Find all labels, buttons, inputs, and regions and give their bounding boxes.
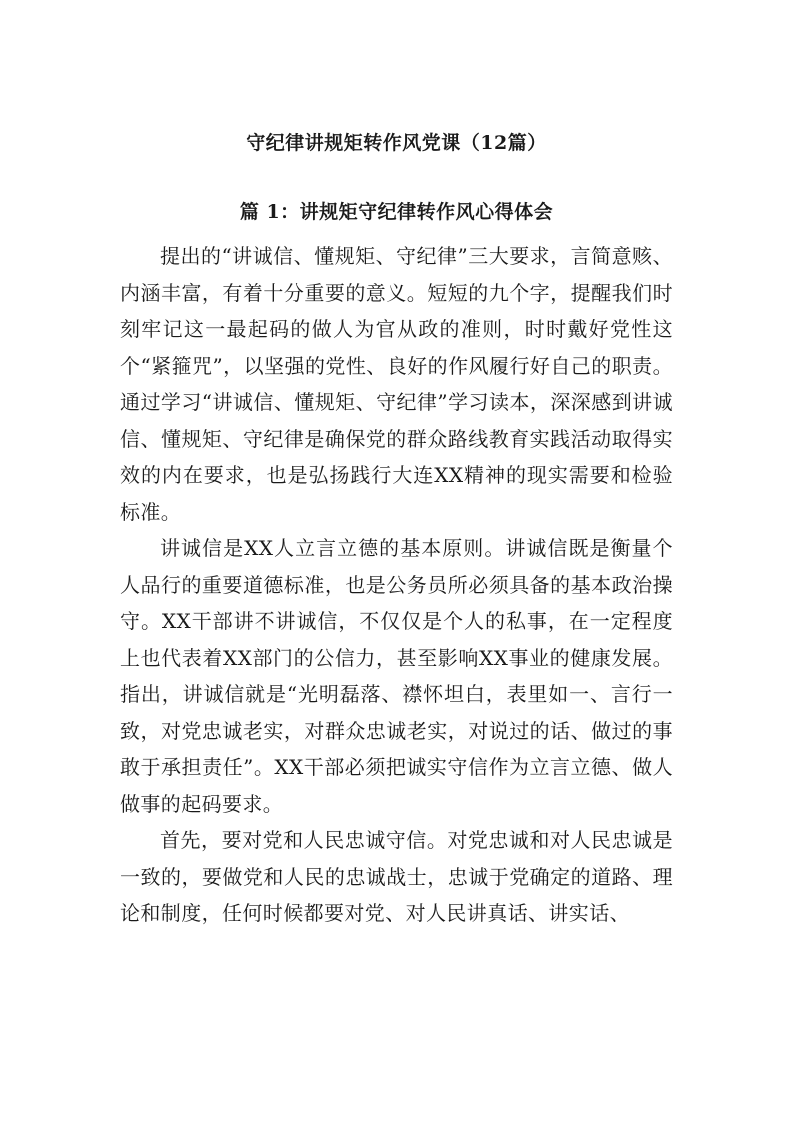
paragraph-1: 提出的“讲诚信、懂规矩、守纪律”三大要求，言简意赅、内涵丰富，有着十分重要的意义。短短的九个字，提醒我们时刻牢记这一最起码的做人为官从政的准则，时时戴好党性这个“紧箍咒”，以坚强的党性、良好的作风履行好自己的职责。通过学习“讲诚信、懂规矩、守纪律”学习读本，深深感到讲诚信、懂规矩、守纪律是确保党的群众路线教育实践活动取得实效的内在要求，也是弘扬践行大连XX精神的现实需要和检验标准。 xyxy=(120,244,673,524)
document-body xyxy=(120,238,673,932)
section-heading: 篇 1：讲规矩守纪律转作风心得体会 xyxy=(239,201,554,223)
document-title: 守纪律讲规矩转作风党课（12篇） xyxy=(246,132,547,154)
paragraph-2: 讲诚信是XX人立言立德的基本原则。讲诚信既是衡量个人品行的重要道德标准，也是公务员所必须具备的基本政治操守。XX干部讲不讲诚信，不仅仅是个人的私事，在一定程度上也代表着XX部门的公信力，甚至影响XX事业的健康发展。指出，讲诚信就是“光明磊落、襟怀坦白，表里如一、言行一致，对党忠诚老实，对群众忠诚老实，对说过的话、做过的事敢于承担责任”。XX干部必须把诚实守信作为立言立德、做人做事的起码要求。 xyxy=(120,536,673,816)
paragraph-3: 首先，要对党和人民忠诚守信。对党忠诚和对人民忠诚是一致的，要做党和人民的忠诚战士，忠诚于党确定的道路、理论和制度，任何时候都要对党、对人民讲真话、讲实话、 xyxy=(120,828,673,925)
